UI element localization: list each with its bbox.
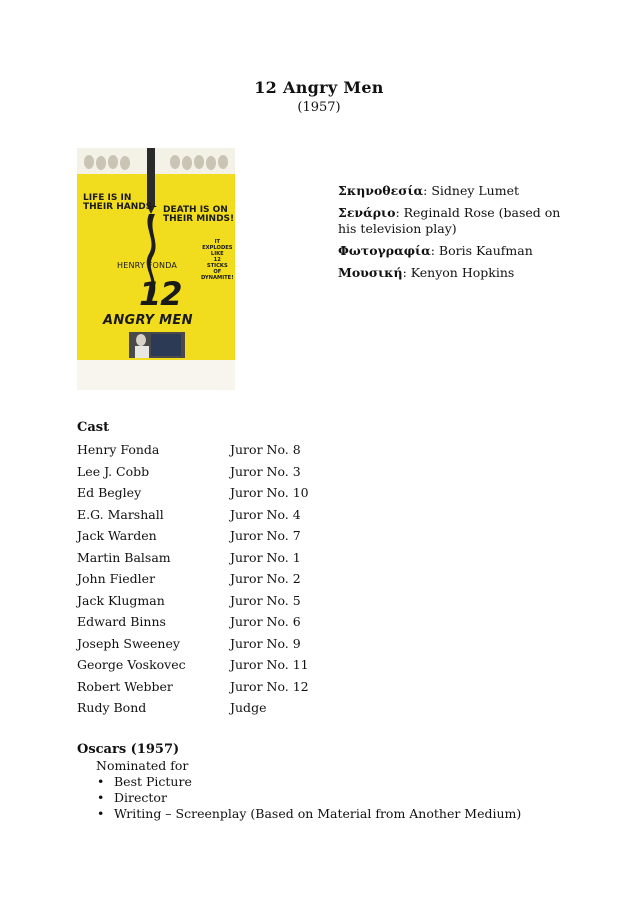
cast-role: Juror No. 1 [230, 549, 301, 565]
cast-actor: Henry Fonda [77, 442, 160, 457]
cast-role: Juror No. 8 [230, 442, 301, 457]
cast-row [77, 571, 350, 593]
cast-actor: John Fiedler [77, 571, 156, 586]
crew-credits [338, 183, 568, 287]
oscars-heading: Oscars (1957) [77, 742, 180, 757]
cast-role: Juror No. 4 [230, 506, 301, 522]
cast-table [77, 442, 350, 722]
document-title: 12 Angry Men [254, 78, 384, 97]
crew-row-director: Σκηνοθεσία: Sidney Lumet [338, 183, 519, 198]
crew-value: Boris Kaufman [438, 243, 533, 258]
cast-actor: Martin Balsam [77, 549, 171, 565]
crew-value: Sidney Lumet [431, 183, 519, 198]
crew-value: Reginald Rose (based on his television play) [338, 205, 561, 236]
crew-label: Φωτογραφία [338, 243, 431, 258]
crew-row-music: Μουσική: Kenyon Hopkins [338, 265, 515, 280]
cast-actor: Rudy Bond [77, 700, 147, 715]
cast-actor: E.G. Marshall [77, 506, 164, 522]
cast-row [77, 593, 350, 615]
nomination-item: • Director [97, 790, 167, 805]
nomination-item: • Best Picture [97, 774, 192, 789]
cast-actor: Jack Warden [77, 528, 157, 543]
nominated-label: Nominated for [96, 758, 189, 773]
bullet-icon: • [97, 774, 105, 789]
cast-row [77, 550, 350, 572]
poster-explodes-text: IT EXPLODES LIKE 12 STICKS OF DYNAMITE! [201, 239, 234, 281]
cast-row [77, 464, 350, 486]
cast-role: Juror No. 7 [230, 528, 301, 543]
cast-row [77, 657, 350, 679]
cast-role: Juror No. 6 [230, 614, 301, 629]
poster-star-name: HENRY FONDA [117, 261, 178, 270]
crew-row-cinematography: Φωτογραφία: Boris Kaufman [338, 243, 533, 258]
nominations-list [96, 774, 521, 822]
cast-role: Juror No. 5 [230, 592, 301, 608]
cast-role: Juror No. 3 [230, 463, 301, 479]
cast-row [77, 700, 350, 722]
cast-heading: Cast [77, 420, 110, 435]
cast-role: Juror No. 10 [230, 485, 309, 500]
bullet-icon: • [97, 790, 105, 805]
cast-actor: Lee J. Cobb [77, 463, 150, 479]
cast-actor: Joseph Sweeney [77, 635, 180, 651]
cast-row [77, 679, 350, 701]
release-year: (1957) [297, 100, 341, 115]
crew-label: Μουσική [338, 265, 403, 280]
nomination-item: • Writing – Screenplay (Based on Material from Another Medium) [97, 806, 522, 821]
cast-role: Juror No. 2 [230, 571, 301, 586]
cast-actor: Jack Klugman [77, 592, 165, 608]
movie-poster [77, 148, 235, 390]
cast-role: Juror No. 11 [230, 657, 309, 672]
cast-actor: Edward Binns [77, 614, 166, 629]
poster-tagline-right: DEATH IS ON THEIR MINDS! [163, 205, 235, 225]
cast-role: Juror No. 9 [230, 635, 301, 651]
cast-actor: Robert Webber [77, 678, 173, 694]
cast-row [77, 507, 350, 529]
cast-actor: Ed Begley [77, 485, 142, 500]
cast-role: Juror No. 12 [230, 678, 309, 694]
cast-row [77, 614, 350, 636]
cast-row [77, 485, 350, 507]
poster-number: 12 [139, 275, 182, 313]
crew-row-screenplay: Σενάριο: Reginald Rose (based on his television play) [338, 205, 561, 236]
cast-row [77, 528, 350, 550]
cast-row [77, 442, 350, 464]
crew-label: Σκηνοθεσία [338, 183, 424, 198]
bullet-icon: • [97, 806, 105, 821]
crew-value: Kenyon Hopkins [410, 265, 515, 280]
poster-tagline-left: LIFE IS IN THEIR HANDS– [83, 193, 157, 213]
crew-label: Σενάριο [338, 205, 396, 220]
cast-actor: George Voskovec [77, 657, 186, 672]
cast-role: Judge [230, 700, 267, 715]
poster-title: ANGRY MEN [103, 313, 193, 328]
cast-row [77, 636, 350, 658]
